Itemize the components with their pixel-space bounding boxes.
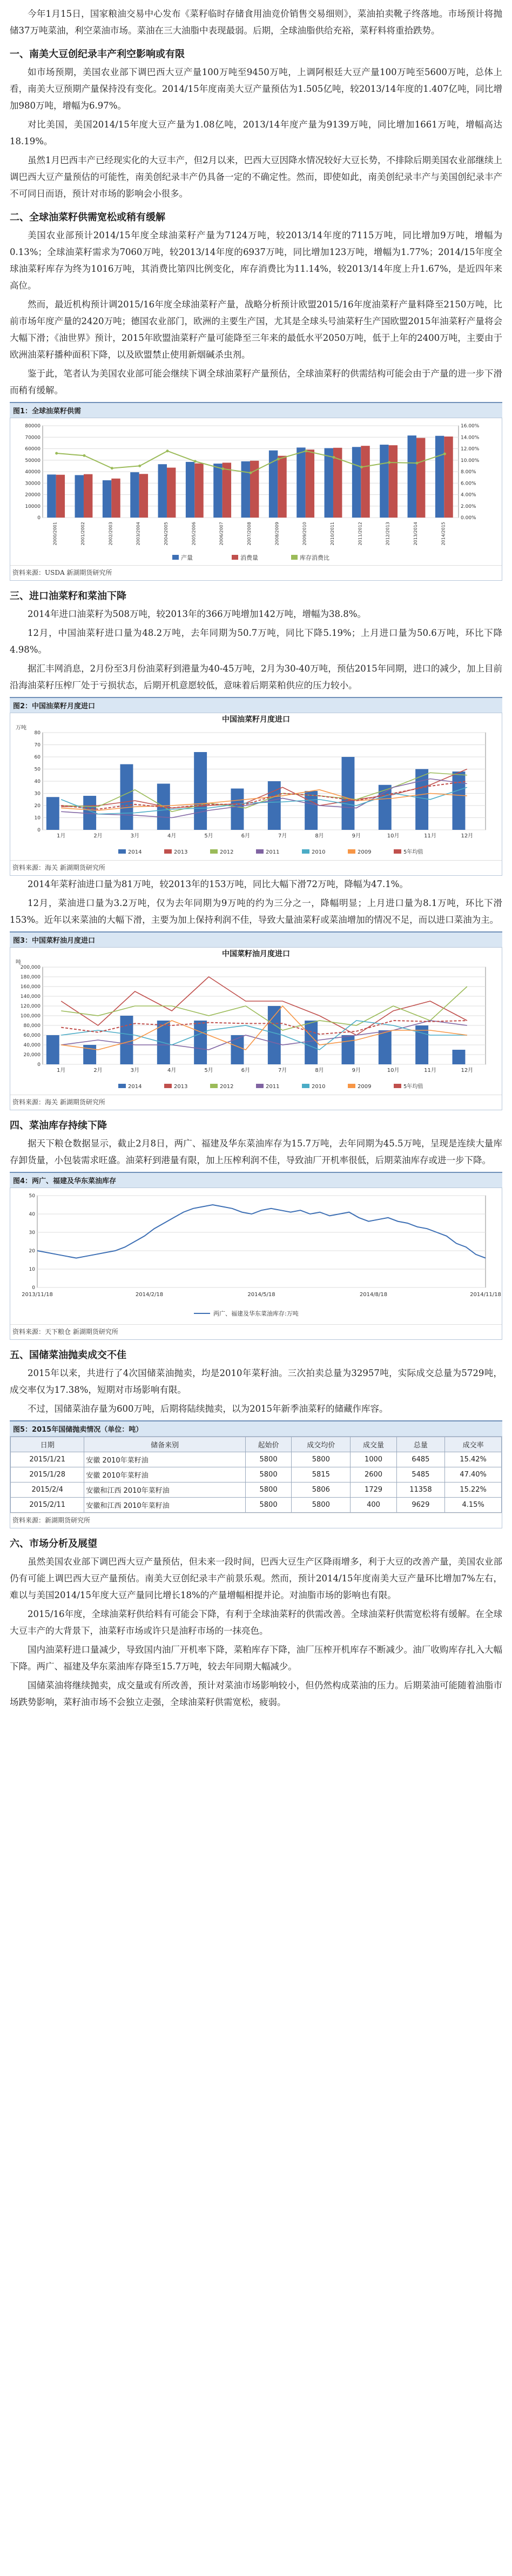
- table-cell: 15.22%: [445, 1482, 502, 1498]
- bar: [231, 789, 244, 830]
- x-tick-label: 10月: [387, 1068, 400, 1074]
- table-cell: 47.40%: [445, 1467, 502, 1482]
- figure-4-source: 资料来源：天下粮仓 新湖期货研究所: [10, 1324, 502, 1339]
- x-tick-label: 4月: [167, 833, 177, 839]
- y-tick-label: 60,000: [23, 1033, 41, 1038]
- legend-label: 2010: [312, 849, 326, 855]
- y-tick-label: 80,000: [23, 1023, 41, 1029]
- x-tick-label: 4月: [167, 1068, 177, 1074]
- bar: [453, 1050, 466, 1064]
- y-tick-label: 80: [34, 730, 41, 736]
- x-tick-label: 7月: [278, 833, 287, 839]
- x-tick-label: 6月: [241, 1068, 251, 1074]
- bar: [408, 435, 416, 518]
- section-3-para: 12月，中国油菜籽进口量为48.2万吨，去年同期为50.7万吨，同比下降5.19%；上月进口量为50.6万吨，环比下降4.98%。: [10, 628, 502, 655]
- chart-rapeseed-oil-imports: [10, 948, 502, 1092]
- table-cell: 15.42%: [445, 1452, 502, 1467]
- legend-swatch: [118, 1084, 126, 1088]
- legend-label: 2012: [220, 849, 234, 855]
- y-tick-label: 180,000: [20, 975, 41, 980]
- bar: [268, 1006, 281, 1064]
- x-tick-label: 2009/2010: [302, 522, 307, 546]
- figure-2-title: 图2：中国油菜籽月度进口: [10, 697, 502, 713]
- chart-title: 中国菜籽油月度进口: [222, 950, 290, 958]
- bar: [231, 1035, 244, 1064]
- legend-label: 产量: [181, 554, 193, 561]
- bar: [389, 445, 398, 518]
- figure-3-source: 资料来源：海关 新湖期货研究所: [10, 1095, 502, 1110]
- table-row: [11, 1467, 502, 1482]
- section-5-para: 2015年以来，共进行了4次国储菜油抛卖，均是2010年菜籽油。三次拍卖总量为32957吨，实际成交总量为5729吨，成交率仅为17.38%，短期对市场影响有限。: [10, 1368, 502, 1395]
- figure-1-source: 资料来源：USDA 新湖期货研究所: [10, 565, 502, 580]
- y-tick-label: 0: [37, 828, 41, 833]
- bar: [305, 1021, 318, 1064]
- bar: [297, 447, 305, 518]
- y-tick-label: 50000: [25, 458, 41, 464]
- section-5-title: 五、国储菜油抛卖成交不佳: [10, 1350, 126, 1361]
- article: [10, 5, 502, 1713]
- section-5-para: 不过，国储菜油存量为600万吨，后期将陆续抛卖，以为2015年新季油菜籽的储藏作库容。: [28, 1404, 388, 1414]
- x-tick-label: 12月: [461, 1068, 474, 1074]
- y-tick-label: 160,000: [20, 984, 41, 990]
- x-tick-label: 2002/2003: [108, 522, 113, 546]
- legend-swatch: [348, 849, 355, 854]
- x-tick-label: 2001/2002: [80, 522, 85, 546]
- table-header-cell: 成交率: [445, 1437, 502, 1452]
- y-tick-label: 0: [37, 515, 41, 521]
- figure-3: [10, 947, 502, 1110]
- section-3-para: 据汇丰网消息，2月份至3月份油菜籽到港量为40-45万吨，2月为30-40万吨，预估2015年同期，进口的减少，加上目前沿海油菜籽压榨厂处于亏损状态，后期开机意愿较低，意味着后期菜粕供应的压力较小。: [10, 663, 502, 690]
- x-tick-label: 2005/2006: [191, 522, 197, 546]
- y2-tick-label: 6.00%: [461, 481, 476, 487]
- y2-tick-label: 0.00%: [461, 515, 476, 521]
- line-point: [138, 465, 141, 467]
- table-cell: 安徽和江西 2010年菜籽油: [84, 1498, 246, 1513]
- figure-4: [10, 1188, 502, 1340]
- table-cell: 6485: [396, 1452, 445, 1467]
- table-cell: 2015/1/21: [11, 1452, 84, 1467]
- line-point: [333, 456, 335, 459]
- line-point: [360, 466, 363, 468]
- section-6-para: 虽然美国农业部下调巴西大豆产量预估，但未来一段时间，巴西大豆生产区降雨增多，利于大豆的改善产量，美国农业部仍有可能上调巴西大豆产量预估。南美大豆创纪录丰产前景乐观。然而，预计2014/15年度南美大豆产量环比增加7%左右，难以与美国2014/15年度大豆产量同比增长18%的产量增幅相提并论。对油脂市场的影响也有限。: [10, 1557, 502, 1600]
- x-tick-label: 2014/11/18: [470, 1292, 501, 1298]
- legend-swatch: [210, 1084, 218, 1088]
- line-point: [194, 460, 197, 462]
- legend-swatch: [164, 1084, 172, 1088]
- figure-1-title: 图1：全球油菜籽供需: [10, 402, 502, 418]
- bar: [75, 475, 84, 518]
- bar: [194, 752, 207, 830]
- y-tick-label: 0: [32, 1285, 35, 1291]
- table-cell: 5815: [292, 1467, 351, 1482]
- section-6-title: 六、市场分析及展望: [10, 1538, 97, 1549]
- table-cell: 5485: [396, 1467, 445, 1482]
- table-cell: 5806: [292, 1482, 351, 1498]
- intro: [10, 5, 502, 39]
- x-tick-label: 9月: [352, 833, 361, 839]
- table-cell: 5800: [292, 1498, 351, 1513]
- line-point: [443, 453, 446, 455]
- y-tick-label: 20: [29, 1249, 35, 1254]
- bar: [306, 450, 314, 518]
- x-tick-label: 2014/5/18: [247, 1292, 275, 1298]
- line-point: [305, 450, 307, 452]
- table-cell: 安徽和江西 2010年菜籽油: [84, 1482, 246, 1498]
- chart-rapeseed-imports: [10, 713, 502, 858]
- y-tick-label: 140,000: [20, 994, 41, 999]
- y-tick-label: 60: [34, 755, 41, 760]
- x-tick-label: 2011/2012: [358, 522, 363, 546]
- bar: [380, 445, 388, 518]
- table-row: [11, 1452, 502, 1467]
- bar: [56, 475, 65, 518]
- bar: [241, 461, 250, 518]
- bar: [130, 472, 139, 518]
- section-2-para: 美国农业部预计2014/15年度全球油菜籽产量为7124万吨，较2013/14年度的7115万吨，同比增加9万吨，增幅为0.13%；全球油菜籽需求为7060万吨，较2013/14年度的6937万吨，同比增加123万吨，增幅为1.77%；2014/15年度全球油菜籽库存为终为1016万吨，其消费比第四比例变化，库存消费比为11.14%，较2013/14年度上升1.67%，是近四年来高位。: [10, 230, 502, 291]
- legend-label: 2011: [266, 1084, 280, 1090]
- x-tick-label: 2007/2008: [247, 522, 252, 546]
- table-cell: 1000: [351, 1452, 396, 1467]
- x-tick-label: 8月: [315, 833, 324, 839]
- x-tick-label: 5月: [204, 833, 213, 839]
- section-1-para: 虽然1月巴西丰产已经现实化的大豆丰产，但2月以来，巴西大豆因降水情况较好大豆长势，不排除后期美国农业部继续上调巴西大豆产量预估的可能性，南美创纪录丰产仍具备一定的不确定性。然而，即使如此，南美创纪录丰产与美国创纪录丰产不可同日而语，预计对市场的影响会小很多。: [10, 155, 502, 199]
- bar: [186, 462, 194, 518]
- figure-2: [10, 713, 502, 876]
- legend-label: 2010: [312, 1084, 326, 1090]
- table-cell: 5800: [245, 1452, 291, 1467]
- line-point: [277, 458, 280, 460]
- section-1-para: 对比美国，美国2014/15年度大豆产量为1.08亿吨，2013/14年度产量为9139万吨，同比增加1661万吨，增幅高达18.19%。: [10, 119, 502, 146]
- y2-tick-label: 8.00%: [461, 469, 476, 475]
- bar: [435, 436, 444, 518]
- x-tick-label: 2月: [93, 833, 103, 839]
- y-tick-label: 0: [37, 1062, 41, 1068]
- table-cell: 5800: [245, 1498, 291, 1513]
- y-tick-label: 20: [34, 803, 41, 809]
- line-point: [83, 454, 86, 457]
- table-cell: 安徽 2010年菜籽油: [84, 1467, 246, 1482]
- legend-label: 2013: [174, 1084, 188, 1090]
- legend-label: 5年均值: [403, 1084, 423, 1090]
- chart-global-rapeseed: [10, 418, 502, 563]
- legend-label: 2009: [358, 849, 372, 855]
- x-tick-label: 2010/2011: [330, 522, 335, 546]
- legend-label: 消费量: [240, 554, 258, 561]
- line-point: [55, 452, 58, 455]
- y-tick-label: 50: [34, 767, 41, 773]
- figure-4-title: 图4：两广、福建及华东菜油库存: [10, 1172, 502, 1188]
- table-cell: 400: [351, 1498, 396, 1513]
- legend-label: 5年均值: [403, 849, 423, 855]
- x-tick-label: 2012/2013: [385, 522, 390, 546]
- legend-label: 2012: [220, 1084, 234, 1090]
- y-tick-label: 60000: [25, 446, 41, 452]
- section-3-para: 2014年进口油菜籽为508万吨，较2013年的366万吨增加142万吨，增幅为38.8%。: [28, 609, 366, 619]
- table-cell: 2600: [351, 1467, 396, 1482]
- y-tick-label: 30000: [25, 481, 41, 487]
- bar: [415, 1025, 428, 1064]
- legend-swatch: [302, 849, 309, 854]
- bar: [444, 437, 453, 518]
- figure-2-source: 资料来源：海关 新湖期货研究所: [10, 860, 502, 875]
- y2-tick-label: 16.00%: [461, 424, 480, 429]
- bar: [47, 474, 56, 518]
- x-tick-label: 2014/8/18: [359, 1292, 388, 1298]
- y2-tick-label: 12.00%: [461, 446, 480, 452]
- legend-swatch: [172, 555, 179, 560]
- section-2-para: 然而，最近机构预计调2015/16年度全球油菜籽产量，战略分析预计欧盟2015/16年度油菜籽产量料降至2150万吨，比前市场年度产量的2420万吨；德国农业部门，欧洲的主要生产国，尤其是全球头号油菜籽生产国欧盟2015年油菜籽产量将会大幅下滑；《油世界》预计，2015年欧盟油菜籽产量可能降至三年来的最低水平2050万吨，低于上年的2400万吨，主要由于欧洲油菜籽播种面积下降，以及欧盟禁止使用新烟碱杀虫剂。: [10, 299, 502, 360]
- legend-label: 库存消费比: [300, 554, 329, 561]
- legend-swatch: [291, 555, 298, 560]
- section-6-para: 国内油菜籽进口量减少，导致国内油厂开机率下降，菜粕库存下降，油厂压榨开机库存不断减少。油厂收购库存扎入大幅下降。两广、福建及华东菜油库存降至15.7万吨，较去年同期大幅减少。: [10, 1645, 502, 1672]
- x-tick-label: 8月: [315, 1068, 324, 1074]
- y-tick-label: 20000: [25, 492, 41, 498]
- legend-label: 2014: [128, 1084, 142, 1090]
- y2-tick-label: 4.00%: [461, 492, 476, 498]
- y2-tick-label: 2.00%: [461, 504, 476, 509]
- x-tick-label: 3月: [130, 833, 140, 839]
- y-tick-label: 50: [29, 1193, 35, 1199]
- section-6-para: 2015/16年度，全球油菜籽供给料有可能会下降，有利于全球油菜籽的供需改善。全球油菜籽供需宽松将有缓解。在全球大豆丰产的大背景下，油菜籽市场或许只是油籽市场的一抹亮色。: [10, 1609, 502, 1636]
- legend-swatch: [256, 849, 264, 854]
- bar: [352, 447, 361, 518]
- bar: [379, 1030, 392, 1064]
- section-3-para: 2014年菜籽油进口量为81万吨，较2013年的153万吨，同比大幅下滑72万吨，降幅为47.1%。: [28, 879, 408, 889]
- x-tick-label: 11月: [424, 833, 436, 839]
- x-tick-label: 2月: [93, 1068, 103, 1074]
- table-row: [11, 1498, 502, 1513]
- table-cell: 5800: [245, 1467, 291, 1482]
- section-1-title: 一、南美大豆创纪录丰产利空影响或有限: [10, 49, 185, 60]
- bar: [194, 1021, 207, 1064]
- legend-swatch: [118, 849, 126, 854]
- x-tick-label: 5月: [204, 1068, 213, 1074]
- legend-swatch: [394, 1084, 401, 1088]
- bar: [223, 462, 231, 518]
- x-tick-label: 11月: [424, 1068, 436, 1074]
- x-tick-label: 2003/2004: [136, 522, 141, 546]
- x-tick-label: 2004/2005: [164, 522, 169, 546]
- table-cell: 2015/1/28: [11, 1467, 84, 1482]
- table-cell: 1729: [351, 1482, 396, 1498]
- legend-label: 2013: [174, 849, 188, 855]
- y-tick-label: 200,000: [20, 965, 41, 970]
- line-point: [388, 461, 390, 464]
- table-header-cell: 成交均价: [292, 1437, 351, 1452]
- y2-tick-label: 10.00%: [461, 458, 480, 464]
- bar: [139, 474, 148, 518]
- table-header-cell: 储备来别: [84, 1437, 246, 1452]
- legend-swatch: [302, 1084, 309, 1088]
- table-header-cell: 日期: [11, 1437, 84, 1452]
- x-tick-label: 2013/2014: [413, 522, 418, 546]
- auction-table: [10, 1437, 502, 1513]
- section-4-title: 四、菜油库存持续下降: [10, 1120, 107, 1131]
- line-point: [416, 462, 419, 465]
- table-cell: 5800: [245, 1482, 291, 1498]
- bar: [194, 464, 203, 518]
- bar: [342, 1035, 355, 1064]
- y-tick-label: 40: [34, 779, 41, 784]
- bar: [342, 757, 355, 830]
- bar: [158, 464, 167, 518]
- x-tick-label: 6月: [241, 833, 251, 839]
- legend-swatch: [164, 849, 172, 854]
- line-point: [166, 450, 169, 452]
- table-header-cell: 成交量: [351, 1437, 396, 1452]
- y-tick-label: 70: [34, 742, 41, 748]
- figure-3-title: 图3：中国菜籽油月度进口: [10, 931, 502, 947]
- section-2-title: 二、全球油菜籽供需宽松或稍有缓解: [10, 212, 165, 223]
- x-tick-label: 2014/2015: [441, 522, 446, 546]
- table-header-cell: 起始价: [245, 1437, 291, 1452]
- bar: [103, 480, 111, 518]
- figure-1: [10, 418, 502, 581]
- bar: [46, 1035, 59, 1064]
- legend-label: 2009: [358, 1084, 372, 1090]
- bar: [120, 1016, 133, 1064]
- section-2-para: 鉴于此，笔者认为美国农业部可能会继续下调全球油菜籽产量预估，全球油菜籽的供需结构可能会由于产量的进一步下滑而稍有缓解。: [10, 368, 502, 395]
- y-tick-label: 100,000: [20, 1014, 41, 1019]
- y-tick-label: 40000: [25, 469, 41, 475]
- y-tick-label: 20,000: [23, 1052, 41, 1058]
- x-tick-label: 2008/2009: [274, 522, 280, 546]
- table-cell: 4.15%: [445, 1498, 502, 1513]
- table-cell: 安徽 2010年菜籽油: [84, 1452, 246, 1467]
- section-6-para: 国储菜油将继续抛卖，成交量或有所改善，预计对菜油市场影响较小，但仍然构成菜油的压力。后期菜油可能随着油脂市场跌势影响，菜籽油市场不会独立走强，全球油菜籽供需宽松，疲弱。: [10, 1680, 502, 1707]
- unit-label: 万吨: [16, 725, 26, 731]
- x-tick-label: 1月: [56, 1068, 66, 1074]
- y-tick-label: 40: [29, 1212, 35, 1217]
- table-cell: 9629: [396, 1498, 445, 1513]
- unit-label: 吨: [16, 960, 21, 965]
- section-4-para: 据天下粮仓数据显示，截止2月8日，两广、福建及华东菜油库存为15.7万吨，去年同期为45.5万吨，呈现是连续大量库存卸货量，小包装需求旺盛。油菜籽到港量有限，加上压榨利润不佳，导致油厂开机率很低，后期菜油库存或进一步下降。: [10, 1138, 502, 1165]
- legend-swatch: [348, 1084, 355, 1088]
- legend-swatch: [394, 849, 401, 854]
- table-header-row: [11, 1437, 502, 1452]
- y-tick-label: 80000: [25, 424, 41, 429]
- y-tick-label: 120,000: [20, 1004, 41, 1009]
- table-source: 资料来源：新湖期货研究所: [10, 1513, 502, 1528]
- table-title: 图5：2015年国储抛卖情况（单位：吨）: [10, 1420, 502, 1436]
- y-tick-label: 30: [29, 1230, 35, 1236]
- x-tick-label: 2014/2/18: [135, 1292, 164, 1298]
- chart-title: 中国油菜籽月度进口: [222, 715, 290, 724]
- x-tick-label: 2000/2001: [52, 522, 58, 546]
- y-tick-label: 10000: [25, 504, 41, 509]
- y-tick-label: 30: [34, 791, 41, 797]
- bar: [84, 474, 92, 518]
- bar: [213, 464, 222, 518]
- bar: [325, 448, 333, 518]
- bar: [278, 456, 286, 518]
- auction-table-box: [10, 1436, 502, 1528]
- y-tick-label: 10: [34, 815, 41, 821]
- line-point: [250, 472, 252, 474]
- x-tick-label: 7月: [278, 1068, 287, 1074]
- plot-area: [37, 1196, 486, 1287]
- bar: [111, 479, 120, 518]
- chart-rapeseed-oil-stock: [10, 1188, 502, 1322]
- intro-paragraph: 今年1月15日，国家粮油交易中心发布《菜籽临时存储食用油竞价销售交易细则》，菜油拍卖靴子终落地。市场预计将抛储37万吨菜油，利空菜油市场。菜油在三大油脂中表现最弱。后期，全球油脂供给充裕，菜籽料将重拾跌势。: [10, 9, 502, 36]
- legend-swatch: [210, 849, 218, 854]
- bar: [453, 772, 466, 830]
- bar: [167, 468, 176, 518]
- x-tick-label: 3月: [130, 1068, 140, 1074]
- bar: [305, 791, 318, 830]
- table-cell: 11358: [396, 1482, 445, 1498]
- legend-label: 2014: [128, 849, 142, 855]
- section-3-title: 三、进口油菜籽和菜油下降: [10, 591, 126, 602]
- legend-label: 2011: [266, 849, 280, 855]
- section-1-para: 如市场预期，美国农业部下调巴西大豆产量100万吨至9450万吨，上调阿根廷大豆产量100万吨至5600万吨，总体上看，南美大豆预期产量保持没有变化。2014/15年度南美大豆产量预估为1.505亿吨，较2013/14年度的1.407亿吨，同比增加980万吨，增幅为6.97%。: [10, 67, 502, 111]
- legend-label: 两广、福建及华东菜油库存:万吨: [213, 1310, 299, 1317]
- bar: [416, 438, 425, 518]
- x-tick-label: 10月: [387, 833, 400, 839]
- line-point: [221, 467, 224, 470]
- bar: [120, 764, 133, 830]
- y2-tick-label: 14.00%: [461, 435, 480, 441]
- y-tick-label: 70000: [25, 435, 41, 441]
- x-tick-label: 1月: [56, 833, 66, 839]
- legend-swatch: [232, 555, 238, 560]
- x-tick-label: 9月: [352, 1068, 361, 1074]
- bar: [46, 797, 59, 830]
- x-tick-label: 12月: [461, 833, 474, 839]
- table-row: [11, 1482, 502, 1498]
- bar: [361, 446, 369, 518]
- y-tick-label: 40,000: [23, 1043, 41, 1048]
- line-point: [111, 467, 113, 469]
- legend-swatch: [256, 1084, 264, 1088]
- table-cell: 5800: [292, 1452, 351, 1467]
- x-tick-label: 2006/2007: [219, 522, 224, 546]
- table-cell: 2015/2/4: [11, 1482, 84, 1498]
- table-cell: 2015/2/11: [11, 1498, 84, 1513]
- y-tick-label: 10: [29, 1267, 35, 1272]
- x-tick-label: 2013/11/18: [22, 1292, 53, 1298]
- section-3-para: 12月，菜油进口量为3.2万吨，仅为去年同期为9万吨的约为三分之一，降幅明显；上月进口量为8.1万吨，环比下滑153%。近年以来菜油的大幅下滑，主要为加上保持利润不佳，导致大量油菜籽或菜油增加的情况不足，而以进口菜油为主。: [10, 898, 502, 925]
- table-header-cell: 总量: [396, 1437, 445, 1452]
